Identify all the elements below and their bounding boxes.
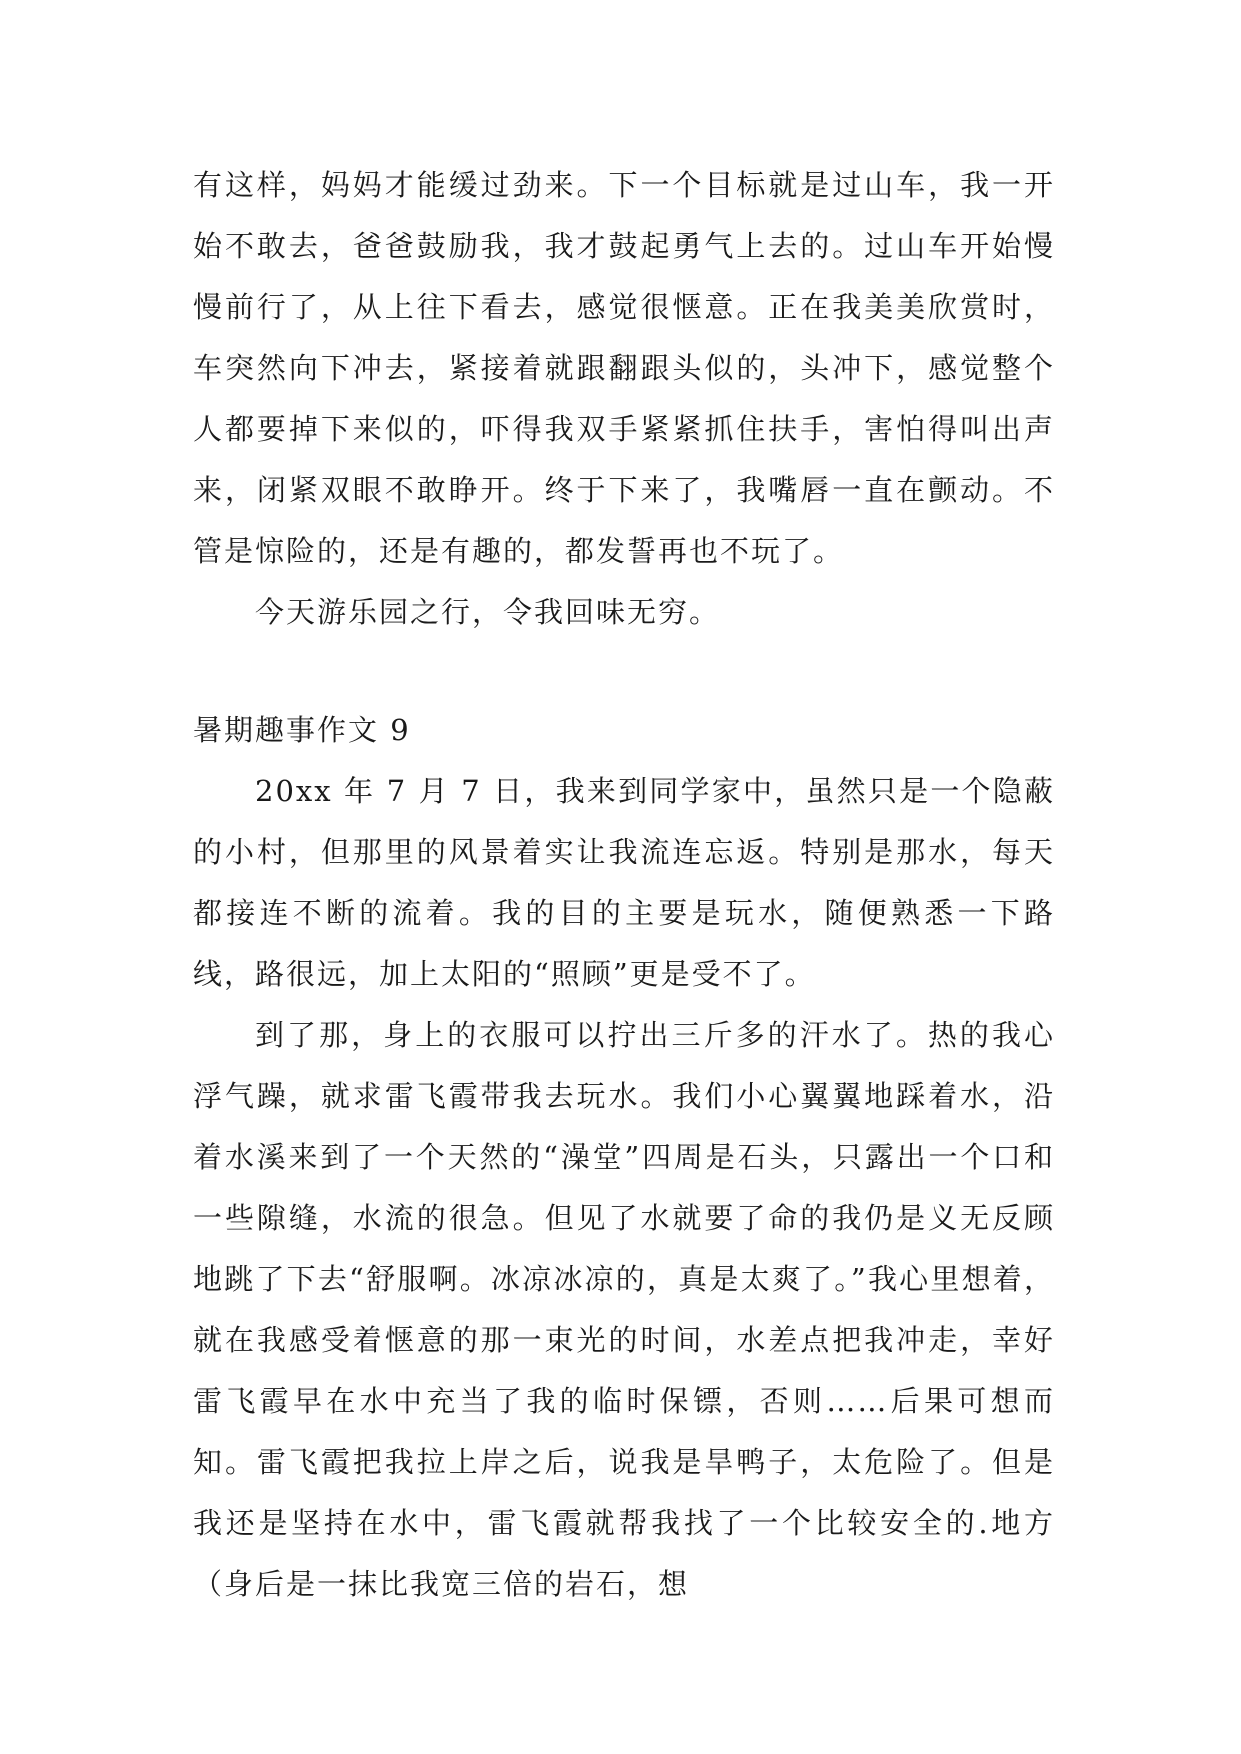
text-block-top	[193, 155, 1055, 643]
paragraph-amusement-park-continued: 有这样，妈妈才能缓过劲来。下一个目标就是过山车，我一开始不敢去，爸爸鼓励我，我才鼓起勇气上去的。过山车开始慢慢前行了，从上往下看去，感觉很惬意。正在我美美欣赏时，车突然向下冲去，紧接着就跟翻跟头似的，头冲下，感觉整个人都要掉下来似的，吓得我双手紧紧抓住扶手，害怕得叫出声来，闭紧双眼不敢睁开。终于下来了，我嘴唇一直在颤动。不管是惊险的，还是有趣的，都发誓再也不玩了。	[193, 168, 1055, 568]
paragraph-village-visit: 20xx 年 7 月 7 日，我来到同学家中，虽然只是一个隐蔽的小村，但那里的风景着实让我流连忘返。特别是那水，每天都接连不断的流着。我的目的主要是玩水，随便熟悉一下路线，路很远，加上太阳的“照顾”更是受不了。	[193, 774, 1055, 991]
paragraph-playing-in-water: 到了那，身上的衣服可以拧出三斤多的汗水了。热的我心浮气躁，就求雷飞霞带我去玩水。我们小心翼翼地踩着水，沿着水溪来到了一个天然的“澡堂”四周是石头，只露出一个口和一些隙缝，水流的很急。但见了水就要了命的我仍是义无反顾地跳了下去“舒服啊。冰凉冰凉的，真是太爽了。”我心里想着，就在我感受着惬意的那一束光的时间，水差点把我冲走，幸好雷飞霞早在水中充当了我的临时保镖，否则……后果可想而知。雷飞霞把我拉上岸之后，说我是旱鸭子，太危险了。但是我还是坚持在水中，雷飞霞就帮我找了一个比较安全的.地方（身后是一抹比我宽三倍的岩石，想	[193, 1018, 1055, 1601]
paragraph-amusement-park-conclusion: 今天游乐园之行，令我回味无穷。	[255, 595, 721, 629]
essay-heading: 暑期趣事作文 9	[193, 713, 411, 747]
text-block-bottom	[193, 700, 1055, 1615]
